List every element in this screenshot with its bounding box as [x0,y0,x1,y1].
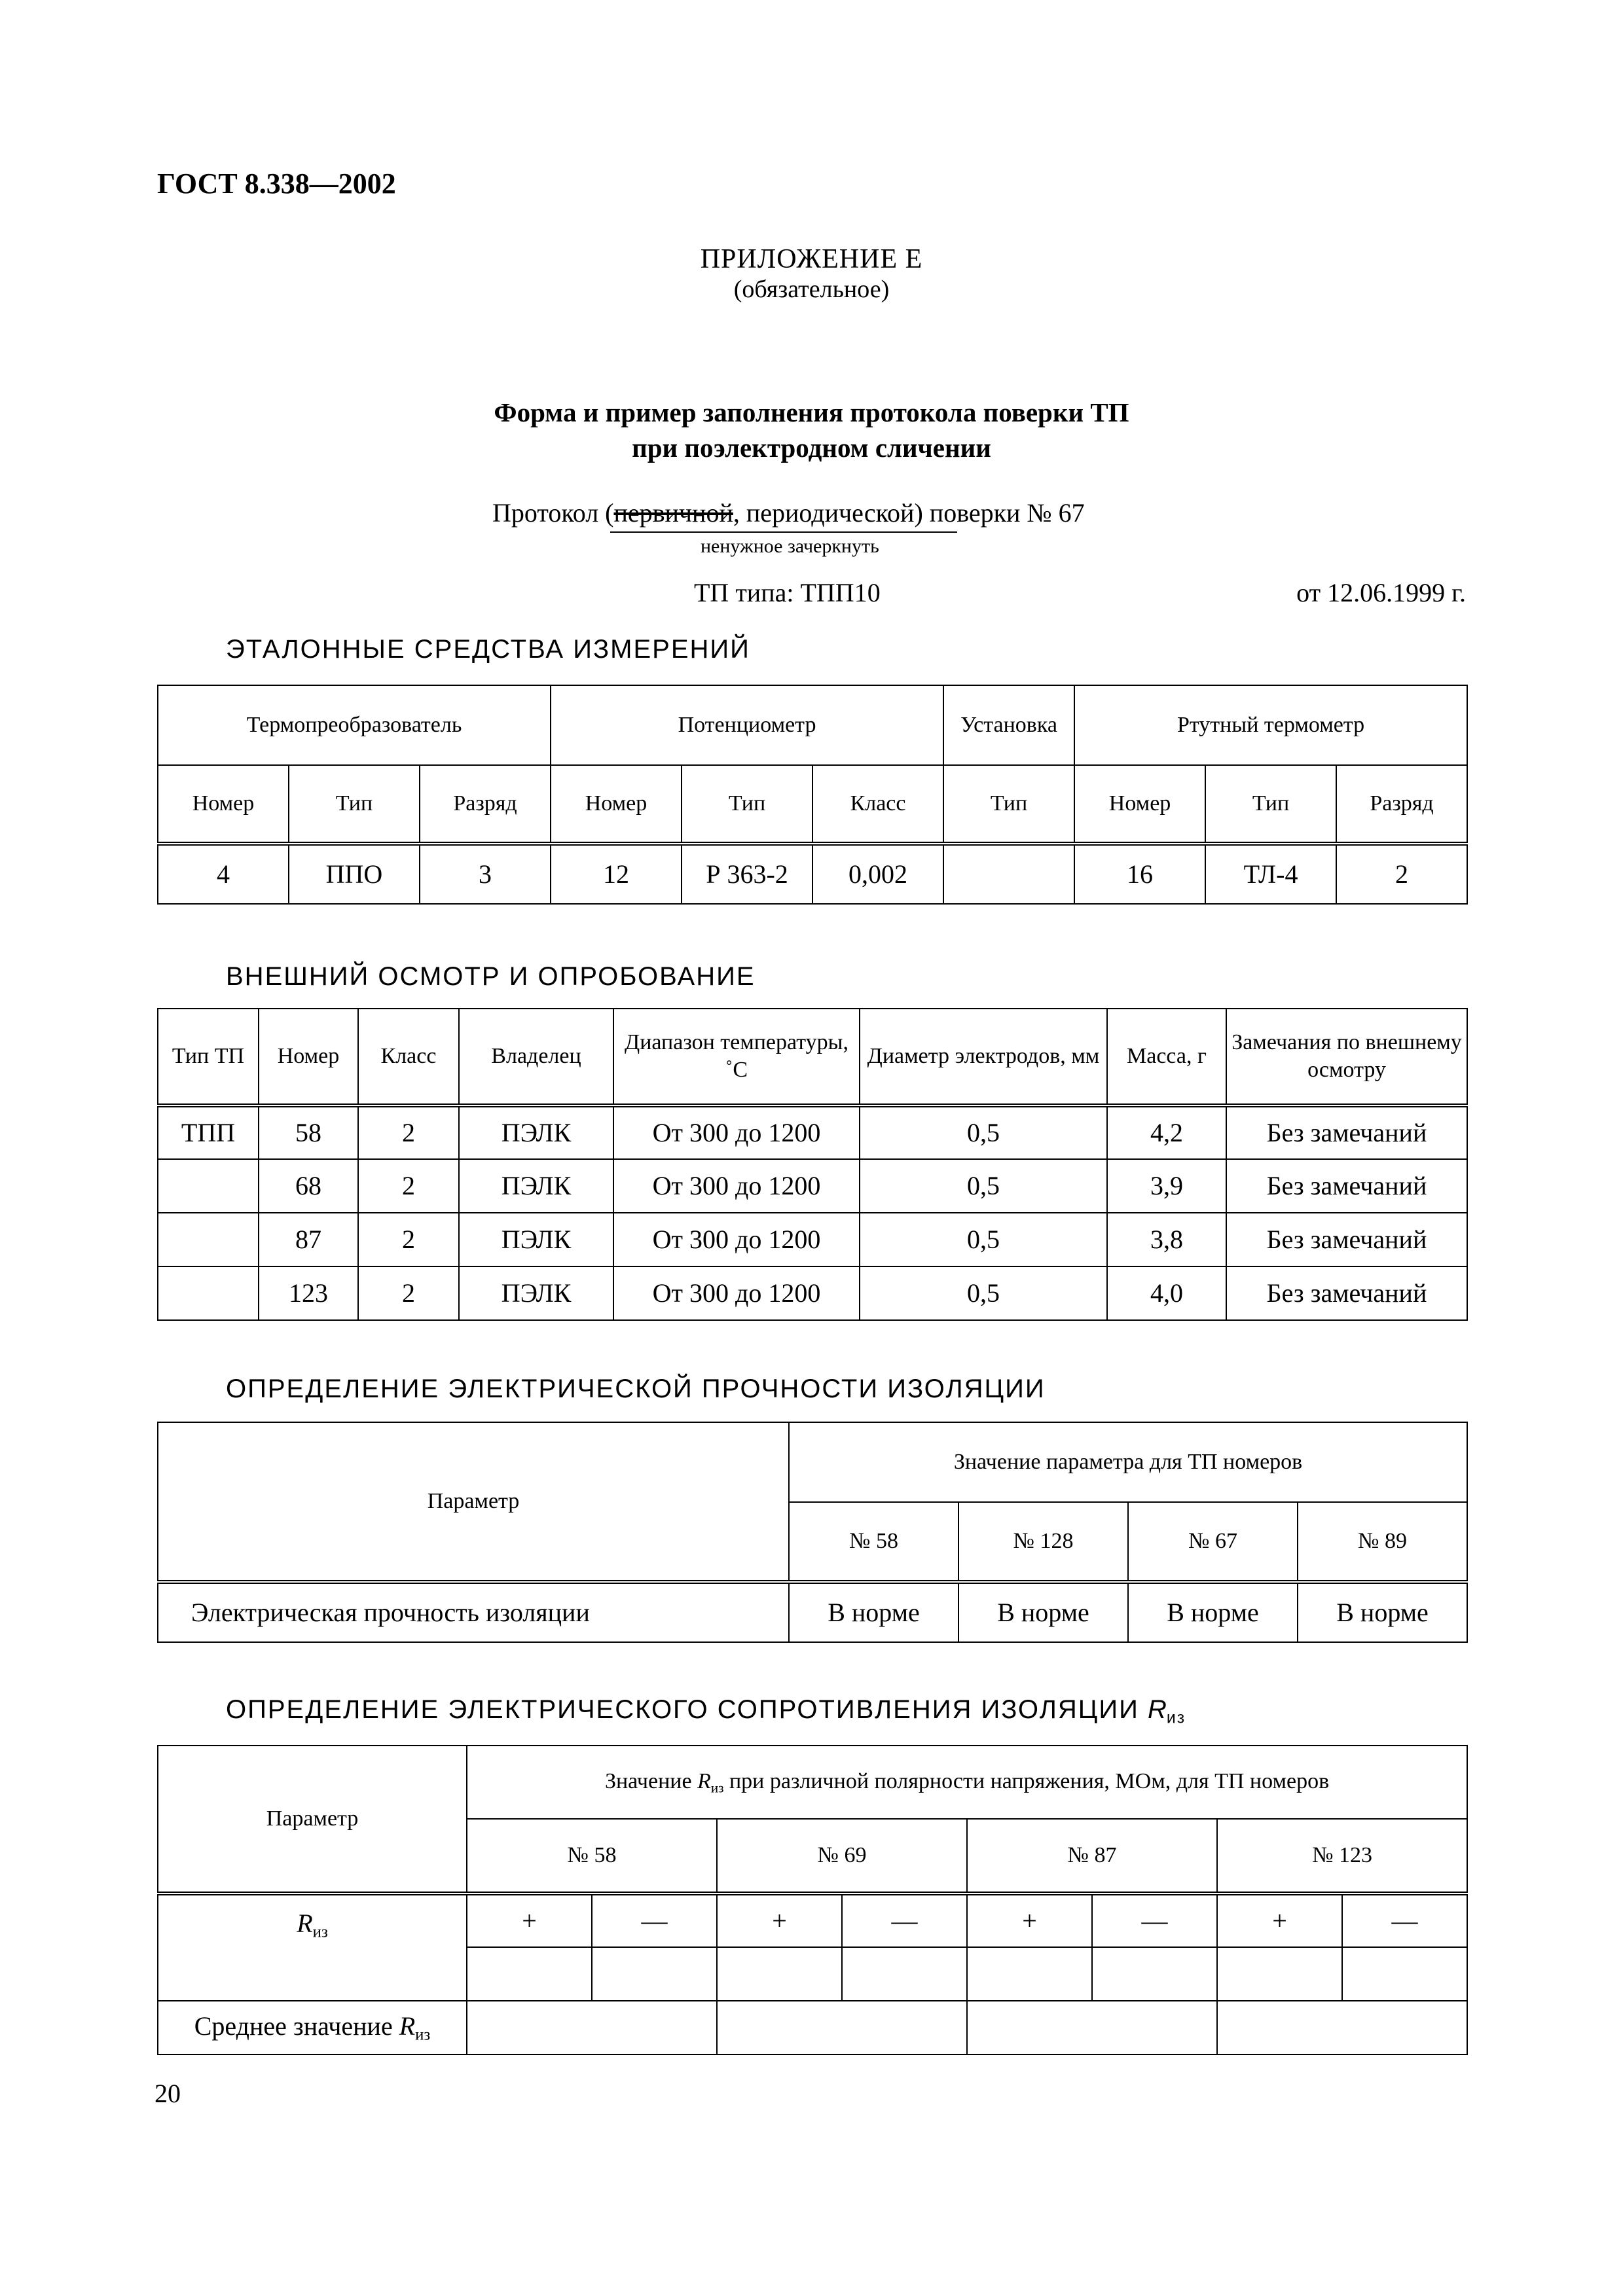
protocol-underline [610,531,957,533]
tp-number-header: № 58 [467,1819,717,1893]
empty-cell [717,1947,842,2001]
minus-cell: — [1092,1893,1217,1947]
protocol-rest: , периодической) поверки № 67 [733,498,1085,528]
col-header: Номер [551,765,682,844]
appendix-title: ПРИЛОЖЕНИЕ Е [700,244,923,274]
empty-cell [1217,1947,1342,2001]
group-mercury-thermometer: Ртутный термометр [1074,685,1467,765]
col-header: Диаметр электродов, мм [860,1009,1107,1105]
table-cell: 12 [551,844,682,904]
minus-cell: — [842,1893,967,1947]
empty-cell [967,1947,1092,2001]
table-cell: 0,002 [812,844,943,904]
col-header: Класс [358,1009,459,1105]
tp-number-header: № 58 [789,1502,958,1582]
tp-number-header: № 69 [717,1819,967,1893]
table-cell: 0,5 [860,1159,1107,1213]
table-cell: Без замечаний [1226,1213,1467,1266]
table-cell: Без замечаний [1226,1266,1467,1320]
table-cell: ПЭЛК [459,1105,613,1159]
col-header: Разряд [1336,765,1467,844]
col-header: Тип [289,765,420,844]
empty-cell [592,1947,717,2001]
table-row [158,1582,1467,1642]
appendix-subtitle: (обязательное) [733,276,890,303]
table-cell: 68 [259,1159,358,1213]
table-cell: 0,5 [860,1213,1107,1266]
empty-cell [467,1947,592,2001]
tp-number-header: № 128 [958,1502,1128,1582]
insulation-resistance-table [157,1745,1468,2055]
table-cell: В норме [1128,1582,1298,1642]
minus-cell: — [592,1893,717,1947]
group-potentiometer: Потенциометр [551,685,943,765]
table-cell: 3,9 [1107,1159,1226,1213]
minus-cell: — [1342,1893,1467,1947]
table-cell: Без замечаний [1226,1105,1467,1159]
col-header: Масса, г [1107,1009,1226,1105]
table-cell: 4 [158,844,289,904]
table-cell: В норме [958,1582,1128,1642]
table-cell: ПЭЛК [459,1159,613,1213]
table-row [158,1266,1467,1320]
table-cell: 4,0 [1107,1266,1226,1320]
table-row [158,1105,1467,1159]
tp-number-header: № 67 [1128,1502,1298,1582]
tp-number-header: № 89 [1298,1502,1467,1582]
table-cell: 123 [259,1266,358,1320]
protocol-line [492,497,1085,528]
empty-cell [717,2001,967,2054]
r-subscript: из [1166,1709,1186,1727]
table-cell: ППО [289,844,420,904]
table-cell: 2 [358,1213,459,1266]
table-cell: Без замечаний [1226,1159,1467,1213]
document-code: ГОСТ 8.338—2002 [157,168,396,200]
section1-title: ЭТАЛОННЫЕ СРЕДСТВА ИЗМЕРЕНИЙ [226,635,750,664]
plus-cell: + [467,1893,592,1947]
table-cell: 0,5 [860,1105,1107,1159]
col-header: Тип [682,765,812,844]
protocol-note: ненужное зачеркнуть [701,535,879,557]
table-cell [158,1266,259,1320]
table-row [158,1159,1467,1213]
table-cell [158,1159,259,1213]
plus-cell: + [717,1893,842,1947]
empty-cell [1092,1947,1217,2001]
r-row-label [158,1893,467,2001]
table-cell: ПЭЛК [459,1266,613,1320]
col-header: Диапазон температуры, ˚С [613,1009,860,1105]
col-header: Тип [1205,765,1336,844]
table-cell: От 300 до 1200 [613,1266,860,1320]
section3-title: ОПРЕДЕЛЕНИЕ ЭЛЕКТРИЧЕСКОЙ ПРОЧНОСТИ ИЗОЛЯЦИИ [226,1374,1046,1403]
table-cell: От 300 до 1200 [613,1159,860,1213]
r-subscript: из [415,2026,431,2044]
group-thermoconverter: Термопреобразователь [158,685,551,765]
col-header: Разряд [420,765,551,844]
empty-cell [967,2001,1217,2054]
table-cell: 2 [1336,844,1467,904]
section2-title: ВНЕШНИЙ ОСМОТР И ОПРОБОВАНИЕ [226,962,756,991]
table-cell: От 300 до 1200 [613,1213,860,1266]
empty-cell [1342,1947,1467,2001]
visual-inspection-table [157,1008,1468,1321]
col-header: Владелец [459,1009,613,1105]
table-cell [158,1213,259,1266]
table-cell: 0,5 [860,1266,1107,1320]
protocol-prefix: Протокол ( [492,498,614,528]
table-row [158,844,1467,904]
form-title-line2: при поэлектродном сличении [632,433,991,463]
r-symbol: R [697,1769,711,1794]
empty-cell [467,2001,717,2054]
param-header: Параметр [158,1746,467,1893]
r-subscript: из [312,1923,328,1941]
table-cell: 16 [1074,844,1205,904]
value-header-prefix: Значение [604,1769,692,1794]
col-header: Номер [158,765,289,844]
table-cell: 2 [358,1105,459,1159]
empty-cell [842,1947,967,2001]
row-label: Электрическая прочность изоляции [158,1582,789,1642]
table-cell: Р 363-2 [682,844,812,904]
plus-cell: + [1217,1893,1342,1947]
r-subscript: из [710,1780,724,1796]
empty-cell [1217,2001,1467,2054]
insulation-strength-table [157,1422,1468,1643]
value-header: Значение параметра для ТП номеров [789,1422,1467,1502]
page-number: 20 [155,2079,181,2108]
table-cell: 2 [358,1266,459,1320]
col-header: Тип ТП [158,1009,259,1105]
table-cell: В норме [1298,1582,1467,1642]
tp-type: ТП типа: ТПП10 [694,578,881,607]
table-cell: 3 [420,844,551,904]
form-title-line1: Форма и пример заполнения протокола поверки ТП [494,397,1129,427]
col-header: Номер [259,1009,358,1105]
col-header: Замечания по внешнему осмотру [1226,1009,1467,1105]
protocol-struck-word: первичной [613,498,733,528]
section4-title [226,1695,1186,1727]
section4-title-text: ОПРЕДЕЛЕНИЕ ЭЛЕКТРИЧЕСКОГО СОПРОТИВЛЕНИЯ ИЗОЛЯЦИИ [226,1695,1139,1724]
table-cell: 3,8 [1107,1213,1226,1266]
table-cell: ТПП [158,1105,259,1159]
table-cell: 4,2 [1107,1105,1226,1159]
group-installation: Установка [943,685,1074,765]
col-header: Тип [943,765,1074,844]
param-header: Параметр [158,1422,789,1582]
table-cell: От 300 до 1200 [613,1105,860,1159]
plus-cell: + [967,1893,1092,1947]
table-cell: ПЭЛК [459,1213,613,1266]
col-header: Класс [812,765,943,844]
r-symbol: R [399,2011,416,2041]
reference-instruments-table [157,685,1468,905]
table-cell: 2 [358,1159,459,1213]
table-cell: ТЛ-4 [1205,844,1336,904]
table-cell: В норме [789,1582,958,1642]
table-row [158,2001,1467,2054]
tp-number-header: № 87 [967,1819,1217,1893]
mean-label: Среднее значение [194,2011,393,2041]
mean-row-label [158,2001,467,2054]
value-header [467,1746,1467,1819]
protocol-date: от 12.06.1999 г. [1296,578,1466,607]
table-row [158,1893,1467,1947]
col-header: Номер [1074,765,1205,844]
table-cell: 58 [259,1105,358,1159]
table-row [158,1213,1467,1266]
r-symbol: R [297,1909,313,1938]
r-symbol: R [1147,1695,1167,1724]
tp-number-header: № 123 [1217,1819,1467,1893]
table-cell [943,844,1074,904]
value-header-suffix: при различной полярности напряжения, МОм, для ТП номеров [729,1769,1330,1794]
table-cell: 87 [259,1213,358,1266]
